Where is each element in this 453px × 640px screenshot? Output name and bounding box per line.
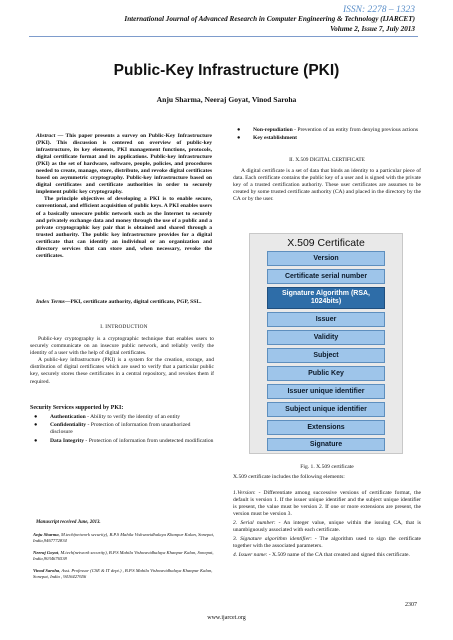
service-desc: - Ability to verify the identity of an entity: [85, 414, 181, 420]
services-list: [30, 414, 214, 446]
list-item: [233, 520, 421, 534]
author-affiliation-2: [33, 550, 215, 563]
figure-intro-text: X.509 certificate includes the following elements:: [233, 474, 345, 480]
intro-heading: I. INTRODUCTION: [100, 324, 148, 330]
affiliation-name: Neeraj Goyat: [33, 550, 59, 555]
list-item: [30, 438, 214, 445]
affiliation-name: Anju Sharma: [33, 532, 59, 537]
page-number: 2307: [405, 602, 417, 608]
header-rule: [29, 36, 418, 37]
field-subject: Subject: [267, 348, 385, 363]
figure-caption: Fig. 1. X.509 certificate: [300, 464, 354, 470]
issn: ISSN: 2278 – 1323: [342, 5, 415, 15]
manuscript-received: Manuscript received June, 2013.: [36, 520, 101, 525]
element-label: 1.Version: [233, 490, 254, 496]
list-item: [233, 552, 421, 559]
abstract-label: Abstract: [36, 133, 56, 139]
service-desc: - Protection of information from undetected modification: [84, 437, 214, 444]
abstract-text-2: The principle objectives of developing a PKI is to enable secure, conventional, and efficient acquisition of public keys. A PKI enables users of a basically unsecure public network such as the Internet to securely and privately exchange data and money through the use of a public and a private cryptographic key pair that is obtained and shared through a trusted authority. The public key infrastructure provides for a digital certificate that can identify an individual or an organization and directory services that can store and, when necessary, revoke the certificates.: [36, 196, 212, 259]
affiliation-name: Vinod Saroha: [33, 568, 60, 573]
element-text: : - An integer value, unique within the issuing CA, that is unambiguously associated with each certificate.: [233, 520, 421, 534]
element-label: 2. Serial number: [233, 520, 274, 527]
cert-section-heading: II. X.509 DIGITAL CERTIFICATE: [289, 157, 365, 163]
element-text: : - The algorithm used to sign the certificate together with the associated parameters.: [233, 535, 421, 550]
author-affiliation-1: [33, 532, 215, 545]
element-text: : - Differentiate among successive versions of certificate format, the default is version 1. If the issuer unique identifier and the subject unique identifier is present, the value must be version 2. If one or more extensions are present, the version must be version 3.: [233, 490, 421, 518]
volume-issue: Volume 2, Issue 7, July 2013: [330, 25, 415, 33]
service-desc: - Protection of information from unauthorized disclosure: [50, 422, 191, 436]
index-terms-text: —PKI, certificate authority, digital certificate, PGP, SSL.: [64, 299, 202, 305]
element-label: 3. Signature algorithm identifier: [233, 535, 311, 542]
intro-paragraph-1: Public-key cryptography is a cryptographic technique that enables users to securely communicate on an insecure public network, and reliably verify the identity of a user with the help of digital certificates.: [30, 336, 214, 357]
element-text: : - X.509 name of the CA that created and signed this certificate.: [265, 551, 410, 558]
affiliation-text: , Asst. Professor (CSE & IT dept.) , B.P.S Mahila Vishwavidhalaya Khanpur Kalan, Sonepat, India , 9416427656: [33, 568, 213, 580]
index-terms: [36, 299, 212, 306]
abstract-text: — This paper presents a survey on Public-Key Infrastructure (PKI). This discussion is centered on overview of public-key infrastructure, its key elements, PKI management functions, protocols, digital certificate format and its applications. Public-key infrastructure (PKI) as the set of hardware, software, people, policies, and procedures needed to create, manage, store, distribute, and revoke digital certificates based on asymmetric cryptography. Public-key infrastructure based on digital certificates and certificate authorities in order to securely implement public key cryptography.: [36, 133, 212, 196]
abstract: [36, 133, 212, 260]
author-affiliation-3: [33, 568, 215, 581]
cert-elements-list: [233, 490, 421, 560]
x509-figure: [249, 233, 403, 454]
list-item: [233, 135, 421, 142]
service-term: Key establishment: [253, 135, 297, 142]
paper-title: Public-Key Infrastructure (PKI): [113, 62, 340, 79]
bullet-icon: ●: [237, 135, 241, 142]
service-term: Non-repudiation: [253, 127, 293, 133]
paper-authors: Anju Sharma, Neeraj Goyat, Vinod Saroha: [156, 95, 297, 104]
field-issuer: Issuer: [267, 312, 385, 327]
affiliation-text: , M.tech(network security), B.P.S Mahila Vishwavidhalaya Khanpur Kalan, Sonepat, India,9467772834: [33, 532, 215, 544]
field-subject-unique-id: Subject unique identifier: [267, 402, 385, 417]
element-label: 4. Issuer name: [233, 551, 266, 558]
footer-url: www.ijarcet.org: [207, 615, 246, 621]
service-term: Authentication: [50, 414, 86, 420]
cert-section-body: [233, 168, 421, 203]
cert-section-text: A digital certificate is a set of data that binds an identity to a particular piece of data. Each certificate contains the public key of a user and is signed with the private key of a trusted certification authority. These user certificates are assumes to be created by some trusted certificate authority (CA) and placed in the directory by the CA or by the user.: [233, 168, 421, 203]
bullet-icon: ●: [34, 422, 38, 429]
field-signature: Signature: [267, 438, 385, 451]
affiliation-text: , M.tech(network security), B.P.S Mahila Vishwavidhalaya Khanpur Kalan, Sonepat, India,9034676538: [33, 550, 214, 562]
list-item: [233, 536, 421, 550]
service-desc: - Prevention of an entity from denying previous actions: [292, 127, 419, 133]
list-item: [233, 490, 421, 519]
journal-name: International Journal of Advanced Research in Computer Engineering & Technology (IJARCET): [124, 15, 415, 23]
bullet-icon: ●: [237, 127, 241, 133]
list-item: [30, 414, 214, 421]
field-public-key: Public Key: [267, 366, 385, 381]
list-item: [30, 422, 214, 436]
service-term: Confidentiality: [50, 422, 87, 429]
field-serial-number: Certificate serial number: [267, 269, 385, 284]
bullet-icon: ●: [34, 414, 38, 420]
figure-title: X.509 Certificate: [287, 237, 365, 249]
right-bullet-list: [233, 127, 421, 144]
service-term: Data Integrity: [50, 437, 85, 444]
services-heading: Security Services supported by PKI:: [30, 405, 124, 411]
field-version: Version: [267, 251, 385, 266]
field-issuer-unique-id: Issuer unique identifier: [267, 384, 385, 399]
bullet-icon: ●: [34, 437, 38, 444]
field-signature-algorithm: Signature Algorithm (RSA, 1024bits): [267, 287, 385, 309]
list-item: [233, 127, 421, 134]
index-terms-label: Index Terms: [36, 299, 65, 305]
intro-paragraph-2: A public-key infrastructure (PKI) is a system for the creation, storage, and distribution of digital certificates which are used to verify that a particular public key, securely stores these certificates in a central repository, and revokes them if required.: [30, 357, 214, 385]
intro-body: [30, 336, 214, 386]
field-extensions: Extensions: [267, 420, 385, 435]
field-validity: Validity: [267, 330, 385, 345]
